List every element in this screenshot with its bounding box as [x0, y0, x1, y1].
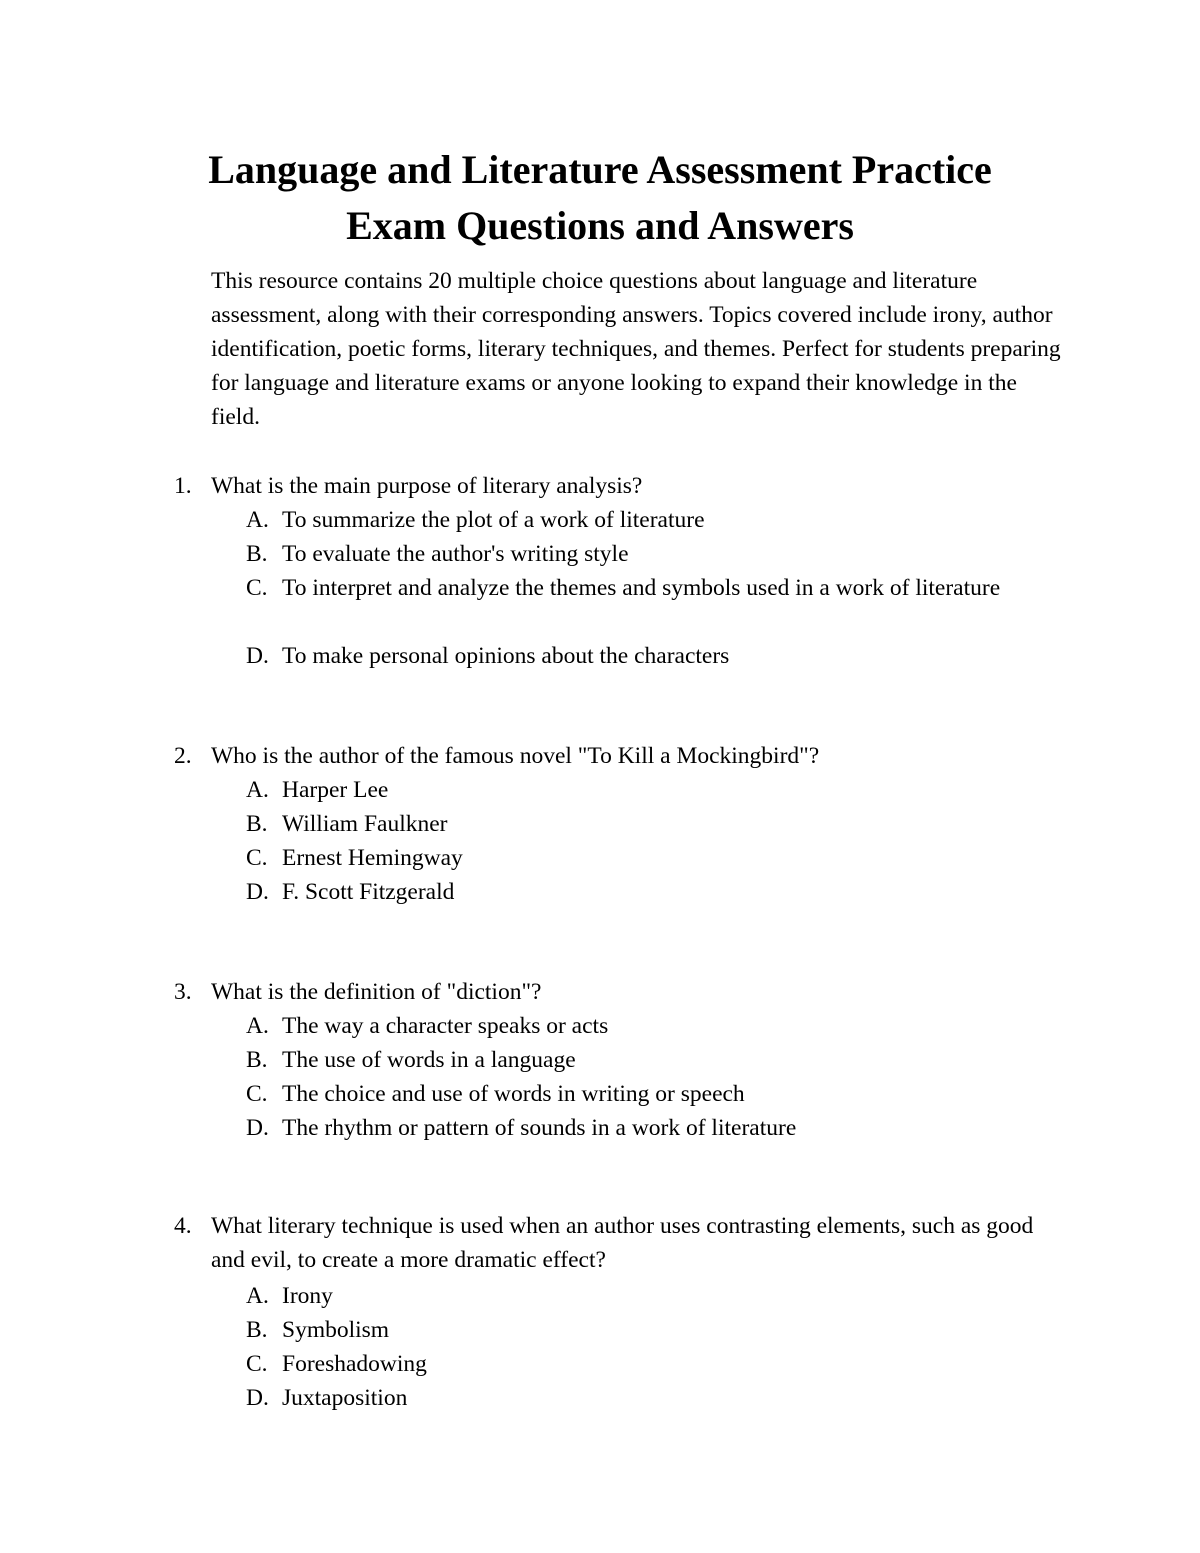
option-text: Symbolism	[282, 1317, 390, 1343]
option-text: The choice and use of words in writing or speech	[282, 1081, 745, 1107]
option-c	[0, 571, 1200, 639]
option-text: To make personal opinions about the characters	[282, 643, 730, 669]
option-d	[0, 875, 1200, 909]
question-number: 1.	[174, 473, 192, 499]
option-letter: C.	[246, 575, 268, 601]
option-text: The way a character speaks or acts	[282, 1013, 609, 1039]
title-line-2: Exam Questions and Answers	[346, 203, 854, 248]
option-c	[0, 841, 1200, 875]
option-letter: B.	[246, 1047, 268, 1073]
option-b	[0, 537, 1200, 571]
option-text: To evaluate the author's writing style	[282, 541, 629, 567]
option-c	[0, 1347, 1200, 1381]
question-number: 3.	[174, 979, 192, 1005]
question-text: Who is the author of the famous novel "To Kill a Mockingbird"?	[211, 743, 820, 769]
option-text: F. Scott Fitzgerald	[282, 879, 455, 905]
document-title	[100, 142, 1100, 254]
option-letter: B.	[246, 811, 268, 837]
option-a	[0, 1279, 1200, 1313]
option-text: William Faulkner	[282, 811, 448, 837]
option-b	[0, 1043, 1200, 1077]
option-letter: D.	[246, 879, 269, 905]
question-text: What is the main purpose of literary analysis?	[211, 473, 643, 499]
option-d	[0, 1111, 1200, 1145]
option-letter: A.	[246, 1283, 269, 1309]
option-b	[0, 807, 1200, 841]
question-text: What literary technique is used when an author uses contrasting elements, such as good and evil, to create a more dramatic effect?	[211, 1213, 1034, 1273]
option-letter: C.	[246, 845, 268, 871]
option-text: Ernest Hemingway	[282, 845, 463, 871]
option-text: Juxtaposition	[282, 1385, 408, 1411]
option-letter: D.	[246, 1385, 269, 1411]
option-letter: B.	[246, 1317, 268, 1343]
option-letter: B.	[246, 541, 268, 567]
option-text: To summarize the plot of a work of literature	[282, 507, 705, 533]
option-c	[0, 1077, 1200, 1111]
title-line-1: Language and Literature Assessment Practice	[208, 147, 992, 192]
question-number: 2.	[174, 743, 192, 769]
option-letter: D.	[246, 643, 269, 669]
option-letter: A.	[246, 507, 269, 533]
option-d	[0, 639, 1200, 673]
option-b	[0, 1313, 1200, 1347]
option-letter: D.	[246, 1115, 269, 1141]
option-a	[0, 503, 1200, 537]
option-letter: C.	[246, 1351, 268, 1377]
question-text: What is the definition of "diction"?	[211, 979, 542, 1005]
option-letter: A.	[246, 777, 269, 803]
option-text: The rhythm or pattern of sounds in a work of literature	[282, 1115, 797, 1141]
option-text: Harper Lee	[282, 777, 389, 803]
option-d	[0, 1381, 1200, 1415]
option-a	[0, 773, 1200, 807]
question-number: 4.	[174, 1213, 192, 1239]
intro-paragraph: This resource contains 20 multiple choice questions about language and literature assessment, along with their corresponding answers. Topics covered include irony, author identification, poetic forms, literary techniques, and themes. Perfect for students preparing for language and literature exams or anyone looking to expand their knowledge in the field.	[211, 268, 1061, 430]
option-text: Irony	[282, 1283, 333, 1309]
option-text: Foreshadowing	[282, 1351, 427, 1377]
option-text: The use of words in a language	[282, 1047, 576, 1073]
option-letter: C.	[246, 1081, 268, 1107]
option-a	[0, 1009, 1200, 1043]
option-text: To interpret and analyze the themes and symbols used in a work of literature	[282, 575, 1001, 601]
option-letter: A.	[246, 1013, 269, 1039]
